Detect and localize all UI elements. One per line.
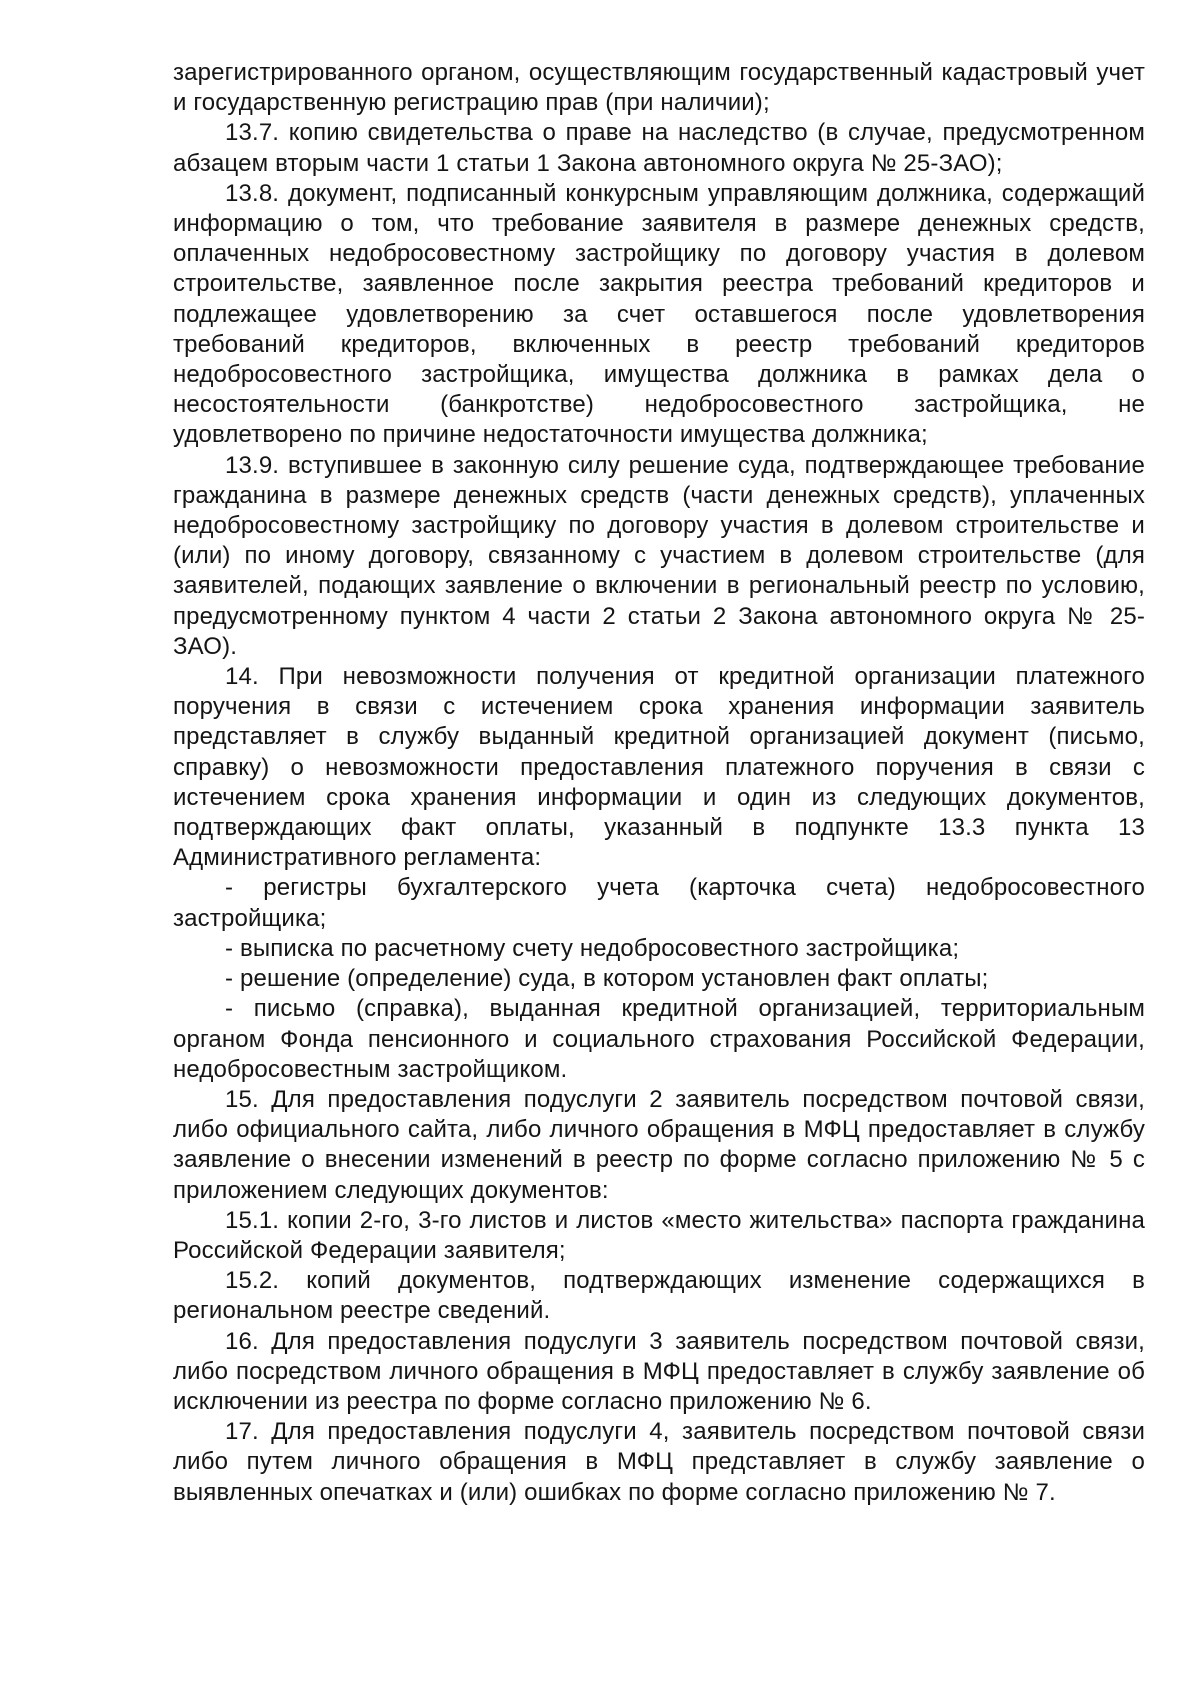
list-item-bank-statement: - выписка по расчетному счету недобросовестного застройщика; bbox=[225, 934, 960, 962]
list-item-court-decision: - решение (определение) суда, в котором установлен факт оплаты; bbox=[225, 965, 989, 993]
paragraph-17: 17. Для предоставления подуслуги 4, заявитель посредством почтовой связи либо путем личного обращения в МФЦ представляет в службу заявление о выявленных опечатках и (или) ошибках по форме согласно приложению № 7. bbox=[173, 1418, 1145, 1506]
paragraph-15-1: 15.1. копии 2-го, 3-го листов и листов «место жительства» паспорта гражданина Российской Федерации заявителя; bbox=[173, 1206, 1145, 1264]
paragraph-15-2: 15.2. копий документов, подтверждающих изменение содержащихся в региональном реестре сведений. bbox=[173, 1267, 1145, 1325]
paragraph-13-8: 13.8. документ, подписанный конкурсным управляющим должника, содержащий информацию о том, что требование заявителя в размере денежных средств, оплаченных недобросовестному застройщику по договору участия в долевом строительстве, заявленное после закрытия реестра требований кредиторов и подлежащее удовлетворению за счет оставшегося после удовлетворения требований кредиторов, включенных в реестр требований кредиторов недобросовестного застройщика, имущества должника в рамках дела о несостоятельности (банкротстве) недобросовестного застройщика, не удовлетворено по причине недостаточности имущества должника; bbox=[173, 179, 1145, 449]
list-item-accounting-registers: - регистры бухгалтерского учета (карточка счета) недобросовестного застройщика; bbox=[173, 874, 1145, 932]
paragraph-15: 15. Для предоставления подуслуги 2 заявитель посредством почтовой связи, либо официального сайта, либо личного обращения в МФЦ предоставляет в службу заявление о внесении изменений в реестр по форме согласно приложению № 5 с приложением следующих документов: bbox=[173, 1085, 1145, 1204]
paragraph-continuation: зарегистрированного органом, осуществляющим государственный кадастровый учет и государственную регистрацию прав (при наличии); bbox=[173, 59, 1145, 117]
paragraph-16: 16. Для предоставления подуслуги 3 заявитель посредством почтовой связи, либо посредством личного обращения в МФЦ предоставляет в службу заявление об исключении из реестра по форме согласно приложению № 6. bbox=[173, 1327, 1145, 1415]
paragraph-14: 14. При невозможности получения от кредитной организации платежного поручения в связи с истечением срока хранения информации заявитель представляет в службу выданный кредитной организацией документ (письмо, справку) о невозможности предоставления платежного поручения в связи с истечением срока хранения информации и один из следующих документов, подтверждающих факт оплаты, указанный в подпункте 13.3 пункта 13 Административного регламента: bbox=[173, 663, 1145, 872]
paragraph-13-9: 13.9. вступившее в законную силу решение суда, подтверждающее требование гражданина в размере денежных средств (части денежных средств), уплаченных недобросовестному застройщику по договору участия в долевом строительстве и (или) по иному договору, связанному с участием в долевом строительстве (для заявителей, подающих заявление о включении в региональный реестр по условию, предусмотренному пунктом 4 части 2 статьи 2 Закона автономного округа № 25-ЗАО). bbox=[173, 451, 1145, 660]
document-body bbox=[173, 58, 1145, 1508]
paragraph-13-7: 13.7. копию свидетельства о праве на наследство (в случае, предусмотренном абзацем вторым части 1 статьи 1 Закона автономного округа № 25-ЗАО); bbox=[173, 119, 1145, 177]
list-item-letter: - письмо (справка), выданная кредитной организацией, территориальным органом Фонда пенсионного и социального страхования Российской Федерации, недобросовестным застройщиком. bbox=[173, 995, 1145, 1083]
